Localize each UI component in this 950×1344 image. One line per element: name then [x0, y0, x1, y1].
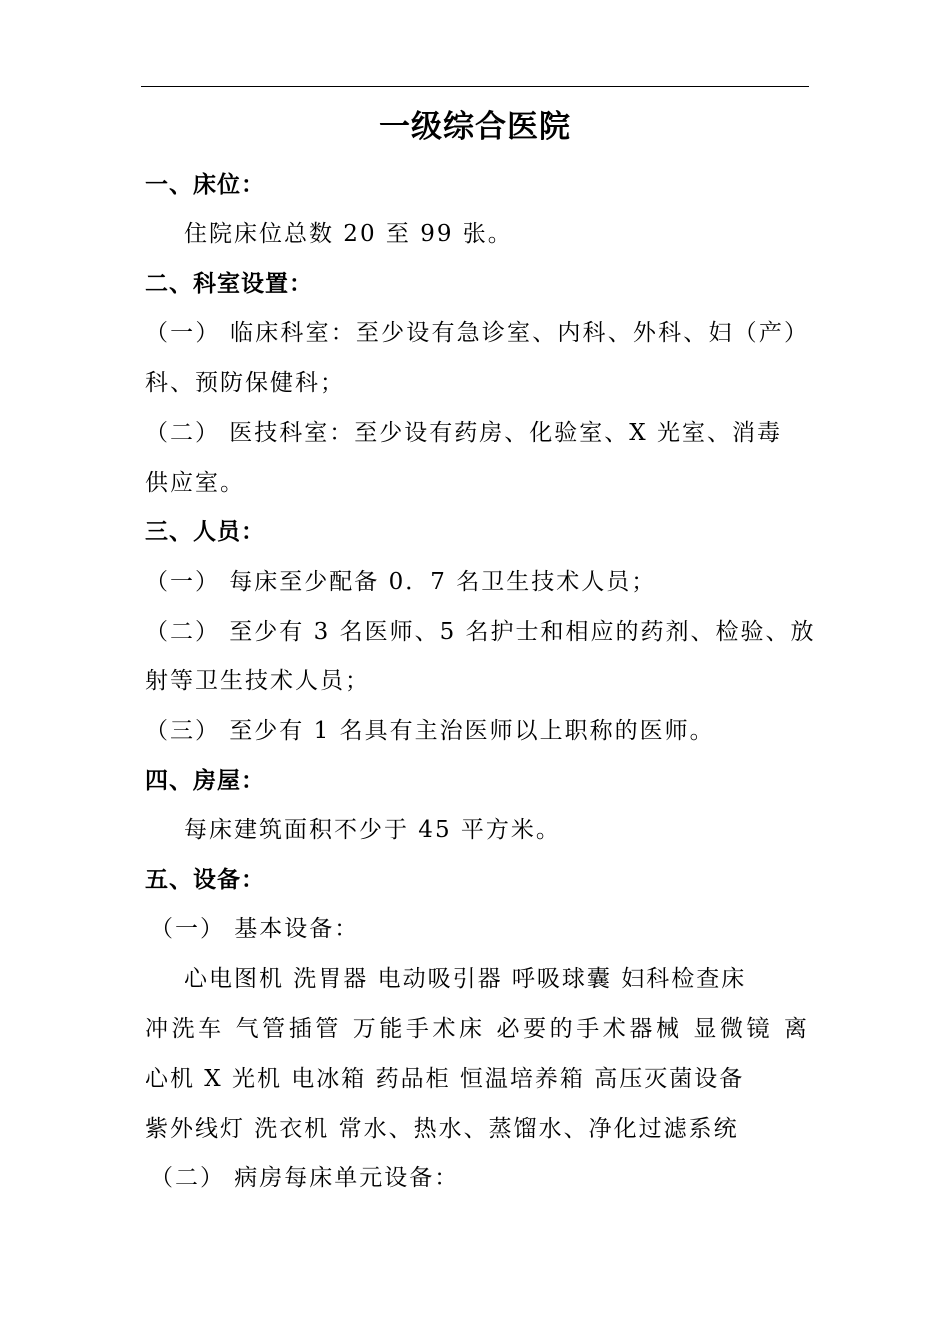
equipment-line-2: 冲洗车 气管插管 万能手术床 必要的手术器械 显微镜 离	[145, 1016, 809, 1042]
header-rule	[141, 86, 809, 87]
section-heading-housing: 四、房屋：	[145, 768, 265, 794]
departments-line-3: （二） 医技科室：至少设有药房、化验室、X 光室、消毒	[145, 420, 782, 446]
equipment-line-1: 心电图机 洗胃器 电动吸引器 呼吸球囊 妇科检查床	[184, 966, 747, 992]
departments-line-2: 科、预防保健科；	[145, 370, 345, 396]
departments-line-4: 供应室。	[145, 470, 245, 496]
equipment-subheading-basic: （一） 基本设备：	[150, 916, 360, 942]
document-title: 一级综合医院	[379, 109, 571, 145]
equipment-line-4: 紫外线灯 洗衣机 常水、热水、蒸馏水、净化过滤系统	[145, 1116, 739, 1142]
section-heading-departments: 二、科室设置：	[145, 271, 313, 297]
section-heading-equipment: 五、设备：	[145, 867, 265, 893]
section-heading-beds: 一、床位：	[145, 172, 265, 198]
section-heading-staff: 三、人员：	[145, 519, 265, 545]
departments-line-1: （一） 临床科室：至少设有急诊室、内科、外科、妇（产）	[145, 320, 809, 346]
equipment-line-3: 心机 X 光机 电冰箱 药品柜 恒温培养箱 高压灭菌设备	[145, 1066, 745, 1092]
housing-text: 每床建筑面积不少于 45 平方米。	[184, 817, 561, 843]
staff-line-1: （一） 每床至少配备 0．7 名卫生技术人员；	[145, 569, 657, 595]
staff-line-2: （二） 至少有 3 名医师、5 名护士和相应的药剂、检验、放	[145, 619, 816, 645]
equipment-subheading-ward: （二） 病房每床单元设备：	[150, 1165, 460, 1191]
staff-line-4: （三） 至少有 1 名具有主治医师以上职称的医师。	[145, 718, 715, 744]
staff-line-3: 射等卫生技术人员；	[145, 668, 370, 694]
beds-text: 住院床位总数 20 至 99 张。	[184, 221, 513, 247]
